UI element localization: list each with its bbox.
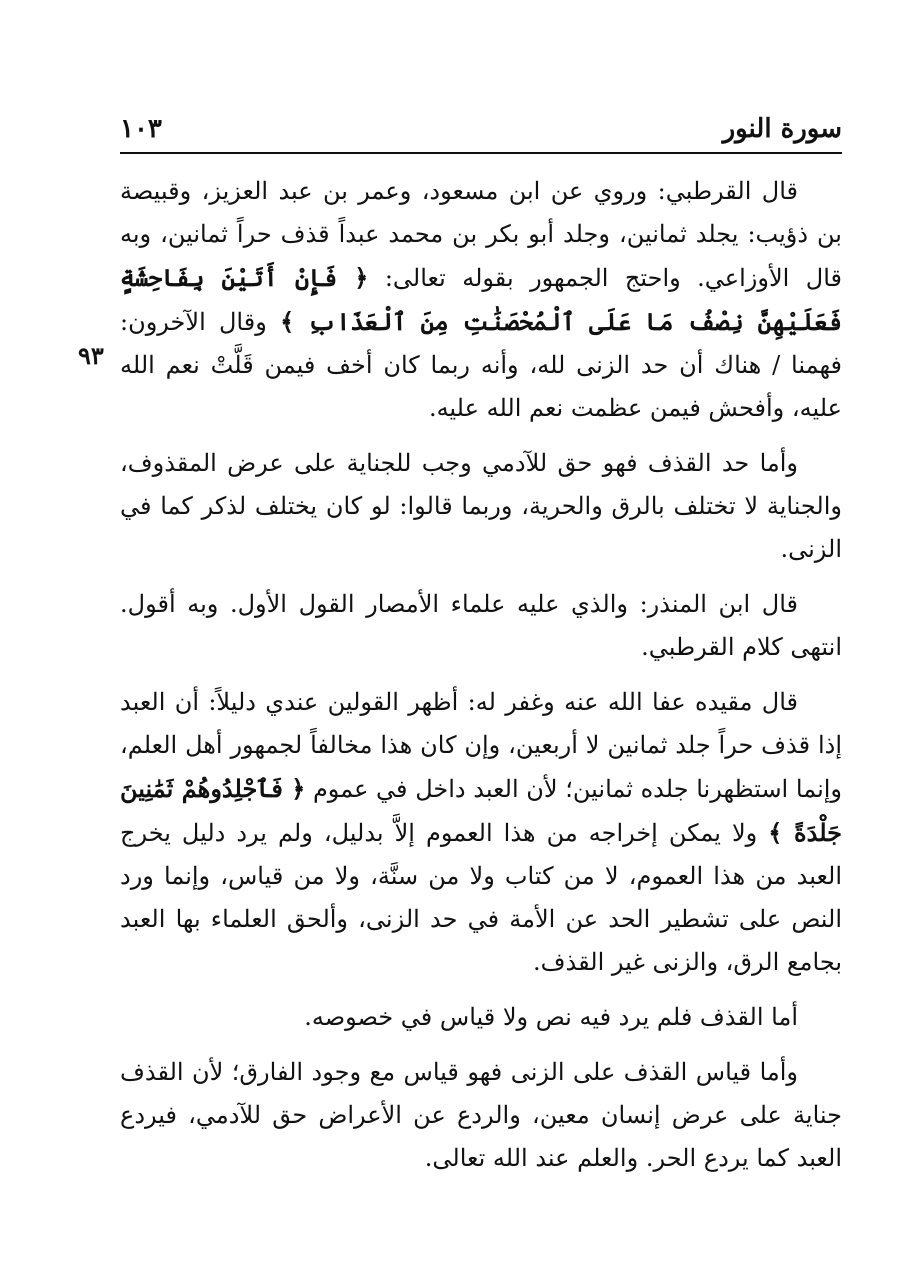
page-number: ١٠٣ bbox=[120, 114, 162, 144]
quran-verse: ﴿ فَإِنْ أَتَيْنَ بِفَاحِشَةٍ فَعَلَيْهِنَّ نِصْفُ مَا عَلَى ٱلْمُحْصَنَٰتِ مِنَ ٱلْعَذَابِ ﴾ bbox=[120, 263, 842, 336]
chapter-title: سورة النور bbox=[722, 114, 842, 144]
margin-page-reference: ٩٣ bbox=[78, 341, 104, 370]
paragraph-text: قال مقيده عفا الله عنه وغفر له: أظهر القولين عندي دليلاً: أن العبد إذا قذف حراً جلد ثمانين لا أربعين، وإن كان هذا مخالفاً لجمهور أهل العلم، وإنما استظهرنا جلده ثمانين؛ لأن العبد داخل في عموم bbox=[120, 688, 842, 803]
paragraph-text: قال القرطبي: وروي عن ابن مسعود، وعمر بن عبد العزيز، وقبيصة بن ذؤيب: يجلد ثمانين، وجلد أبو بكر بن محمد عبداً قذف حراً ثمانين، وبه قال الأوزاعي. واحتج الجمهور بقوله تعالى: bbox=[120, 177, 842, 292]
paragraph-text: ولا يمكن إخراجه من هذا العموم إلاَّ بدليل، ولم يرد دليل يخرج العبد من هذا العموم، لا من كتاب ولا من سنَّة، ولا من قياس، وإنما ورد النص على تشطير الحد عن الأمة في حد الزنى، وألحق العلماء بها العبد بجامع الرق، والزنى غير القذف. bbox=[120, 819, 842, 976]
paragraph: قال ابن المنذر: والذي عليه علماء الأمصار القول الأول. وبه أقول. انتهى كلام القرطبي. bbox=[120, 590, 842, 661]
paragraph: وأما قياس القذف على الزنى فهو قياس مع وجود الفارق؛ لأن القذف جناية على عرض إنسان معين، والردع عن الأعراض حق للآدمي، فيردع العبد كما يردع الحر. والعلم عند الله تعالى. bbox=[120, 1058, 842, 1172]
paragraph: وأما حد القذف فهو حق للآدمي وجب للجناية على عرض المقذوف، والجناية لا تختلف بالرق والحرية، وربما قالوا: لو كان يختلف لذكر كما في الزنى. bbox=[120, 449, 842, 563]
paragraph bbox=[120, 681, 842, 984]
paragraph: أما القذف فلم يرد فيه نص ولا قياس في خصوصه. bbox=[304, 1003, 798, 1031]
book-page bbox=[120, 0, 842, 1271]
quran-verse: ﴿ فَٱجْلِدُوهُمْ ثَمَٰنِينَ جَلْدَةً ﴾ bbox=[120, 774, 842, 847]
paragraph bbox=[120, 170, 842, 430]
page-body bbox=[120, 170, 842, 1192]
paragraph-text: وقال الآخرون: فهمنا / هناك أن حد الزنى لله، وأنه ربما كان أخف فيمن قَلَّتْ نعم الله عليه، وأفحش فيمن عظمت نعم الله عليه. bbox=[120, 308, 842, 422]
page-header bbox=[120, 112, 842, 154]
